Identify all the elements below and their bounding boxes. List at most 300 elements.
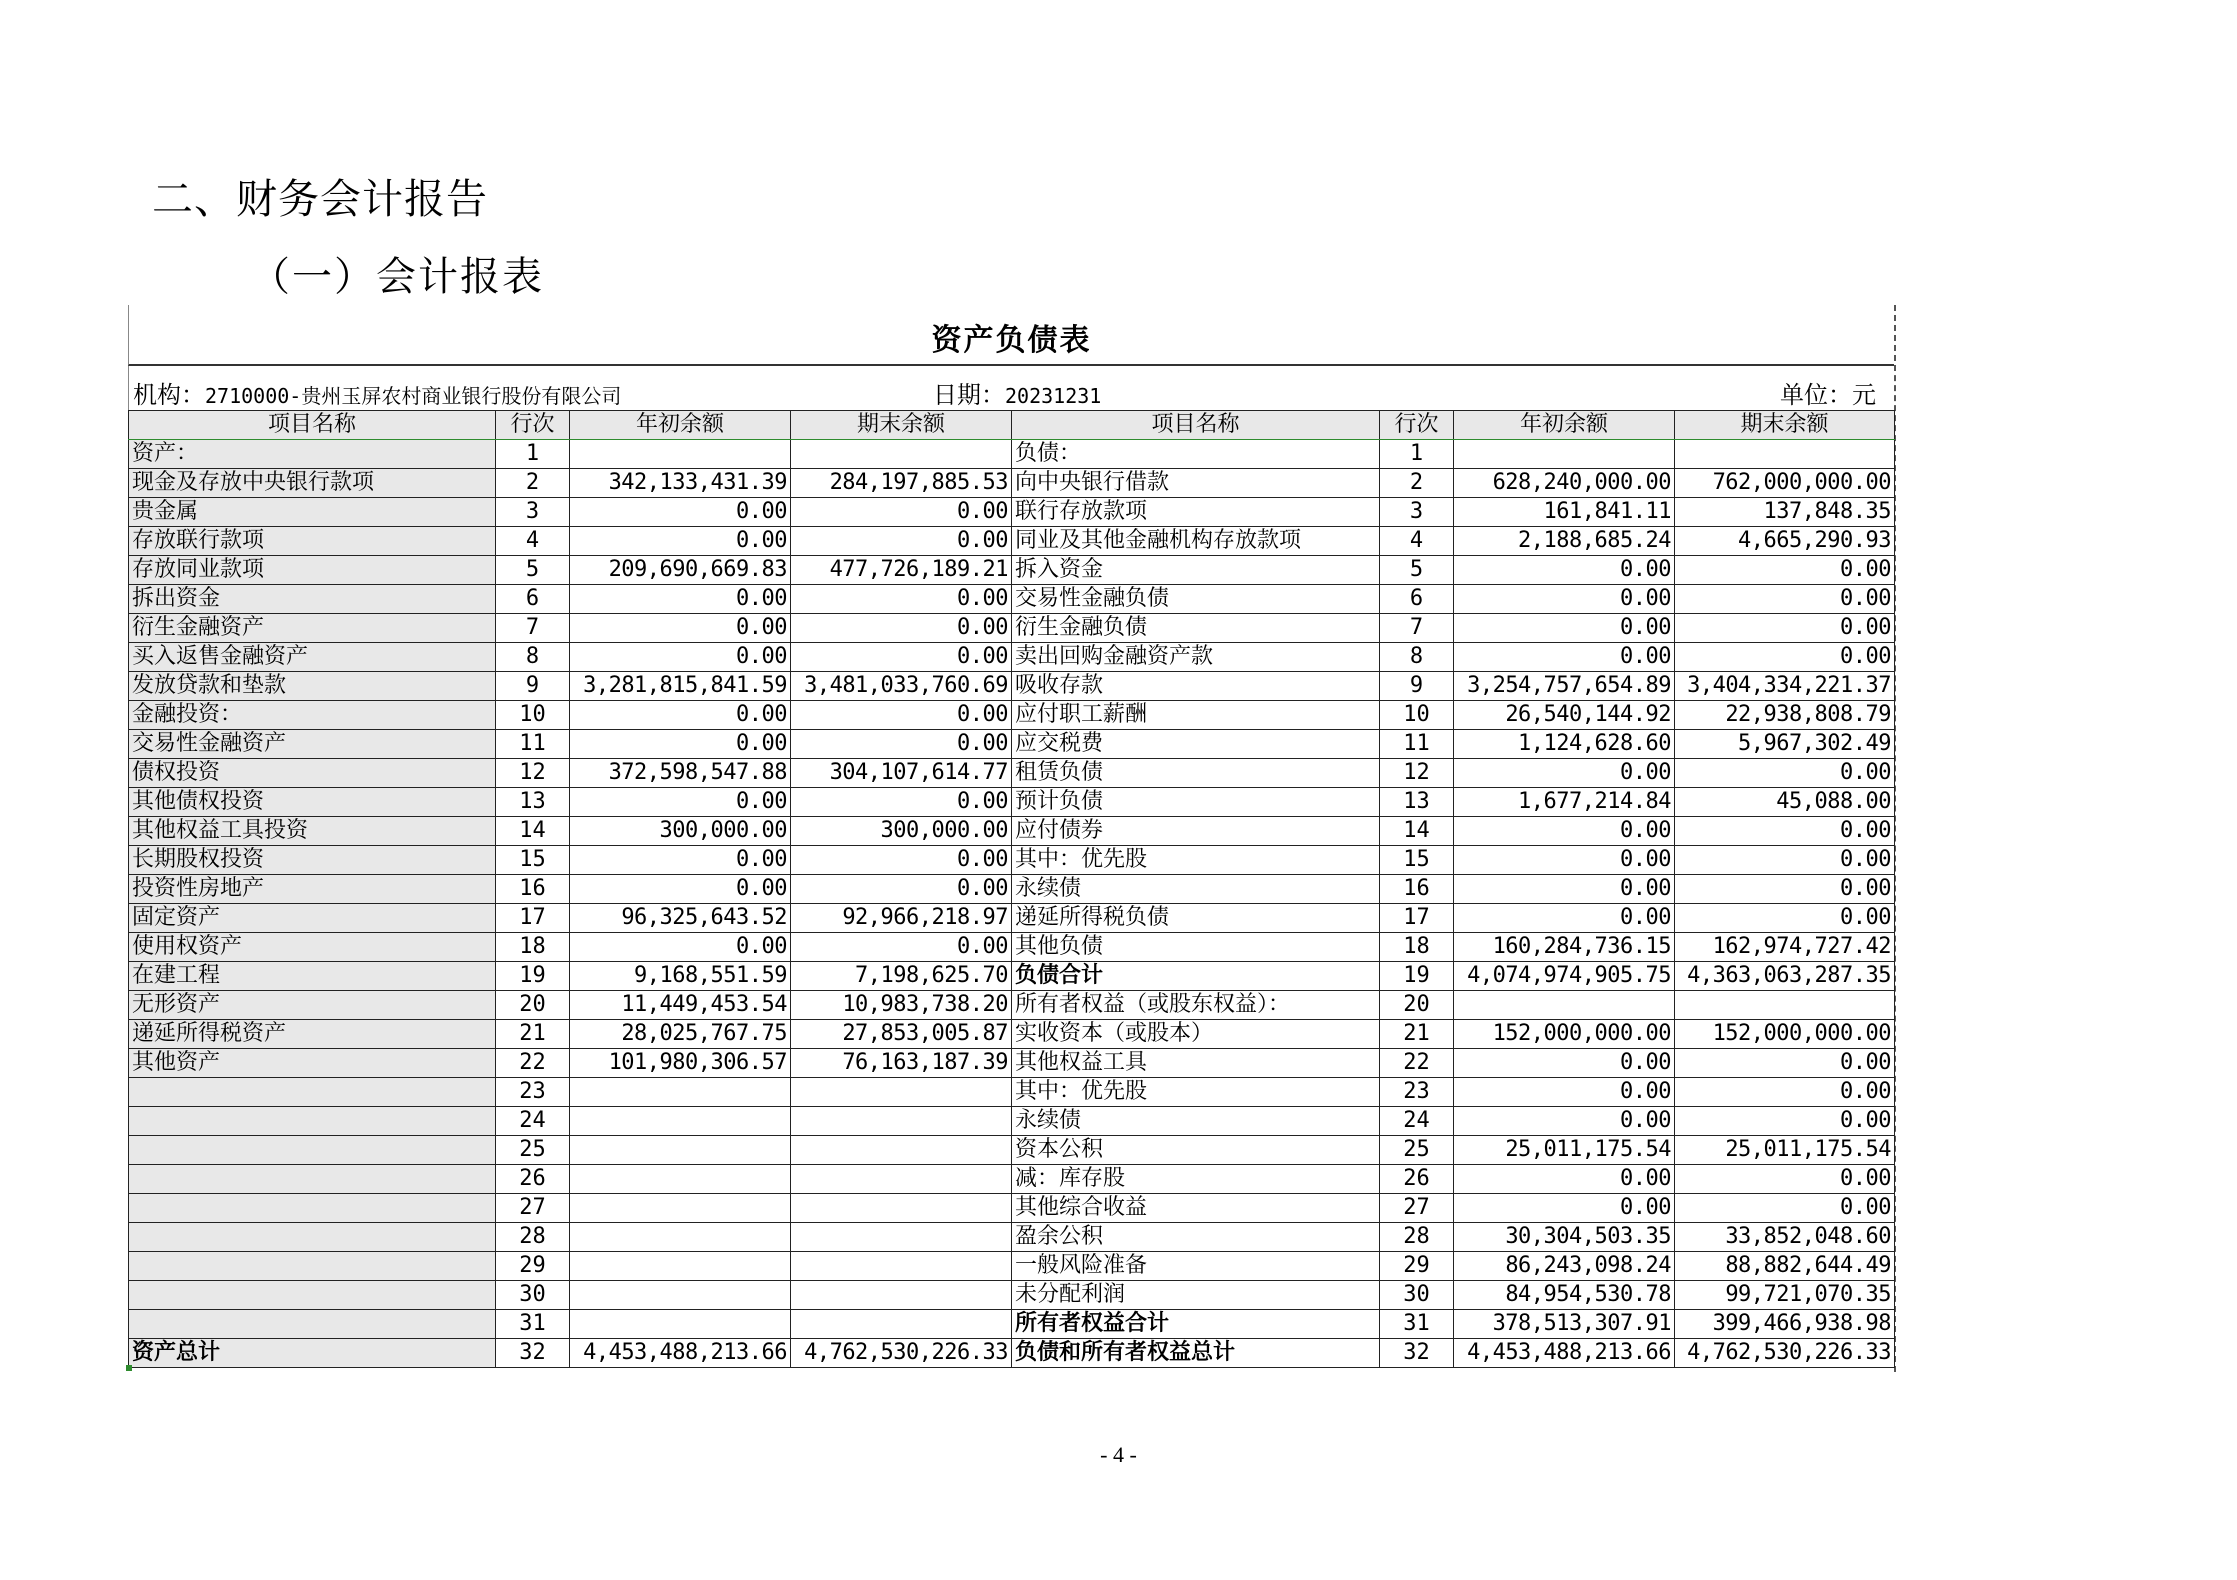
liability-row-number: 1 — [1380, 440, 1454, 469]
liability-item-name: 拆入资金 — [1012, 556, 1380, 585]
liability-row-number: 7 — [1380, 614, 1454, 643]
liability-row-number: 14 — [1380, 817, 1454, 846]
liability-begin-balance: 2,188,685.24 — [1454, 527, 1675, 556]
asset-begin-balance — [570, 1136, 791, 1165]
table-row — [129, 875, 1895, 904]
cell-corner-marker — [126, 1365, 132, 1371]
balance-table — [128, 410, 1895, 1368]
liability-row-number: 9 — [1380, 672, 1454, 701]
liability-row-number: 6 — [1380, 585, 1454, 614]
asset-item-name: 债权投资 — [129, 759, 496, 788]
asset-end-balance — [791, 1107, 1012, 1136]
asset-begin-balance: 372,598,547.88 — [570, 759, 791, 788]
liability-row-number: 13 — [1380, 788, 1454, 817]
liability-item-name: 未分配利润 — [1012, 1281, 1380, 1310]
asset-row-number: 29 — [496, 1252, 570, 1281]
asset-item-name: 贵金属 — [129, 498, 496, 527]
asset-row-number: 27 — [496, 1194, 570, 1223]
liability-item-name: 向中央银行借款 — [1012, 469, 1380, 498]
asset-end-balance — [791, 1252, 1012, 1281]
asset-end-balance: 0.00 — [791, 701, 1012, 730]
table-row — [129, 1194, 1895, 1223]
liability-end-balance: 0.00 — [1675, 614, 1895, 643]
liability-end-balance: 4,665,290.93 — [1675, 527, 1895, 556]
asset-end-balance — [791, 440, 1012, 469]
asset-begin-balance: 9,168,551.59 — [570, 962, 791, 991]
asset-row-number: 1 — [496, 440, 570, 469]
liability-row-number: 15 — [1380, 846, 1454, 875]
liability-item-name: 应交税费 — [1012, 730, 1380, 759]
asset-item-name: 存放同业款项 — [129, 556, 496, 585]
liability-item-name: 衍生金融负债 — [1012, 614, 1380, 643]
liability-end-balance: 4,363,063,287.35 — [1675, 962, 1895, 991]
asset-row-number: 26 — [496, 1165, 570, 1194]
col-header-asset-end: 期末余额 — [791, 411, 1012, 440]
asset-row-number: 12 — [496, 759, 570, 788]
asset-item-name: 长期股权投资 — [129, 846, 496, 875]
org-value: 2710000-贵州玉屏农村商业银行股份有限公司 — [205, 384, 622, 408]
liability-begin-balance: 0.00 — [1454, 846, 1675, 875]
asset-begin-balance: 0.00 — [570, 614, 791, 643]
liability-begin-balance: 378,513,307.91 — [1454, 1310, 1675, 1339]
table-row — [129, 1252, 1895, 1281]
liability-row-number: 24 — [1380, 1107, 1454, 1136]
col-header-liab-row: 行次 — [1380, 411, 1454, 440]
asset-begin-balance: 3,281,815,841.59 — [570, 672, 791, 701]
liability-row-number: 21 — [1380, 1020, 1454, 1049]
asset-begin-balance — [570, 1194, 791, 1223]
asset-item-name: 其他权益工具投资 — [129, 817, 496, 846]
asset-item-name — [129, 1281, 496, 1310]
table-row — [129, 846, 1895, 875]
asset-row-number: 9 — [496, 672, 570, 701]
liability-item-name: 永续债 — [1012, 1107, 1380, 1136]
liability-end-balance: 3,404,334,221.37 — [1675, 672, 1895, 701]
asset-begin-balance: 342,133,431.39 — [570, 469, 791, 498]
col-header-asset-begin: 年初余额 — [570, 411, 791, 440]
liability-begin-balance: 0.00 — [1454, 556, 1675, 585]
liability-begin-balance: 4,453,488,213.66 — [1454, 1339, 1675, 1368]
liability-begin-balance: 0.00 — [1454, 1049, 1675, 1078]
liability-begin-balance: 0.00 — [1454, 643, 1675, 672]
table-row — [129, 1339, 1895, 1368]
liability-item-name: 联行存放款项 — [1012, 498, 1380, 527]
asset-item-name — [129, 1252, 496, 1281]
liability-row-number: 23 — [1380, 1078, 1454, 1107]
asset-begin-balance — [570, 440, 791, 469]
liability-begin-balance — [1454, 991, 1675, 1020]
asset-end-balance: 284,197,885.53 — [791, 469, 1012, 498]
liability-end-balance: 25,011,175.54 — [1675, 1136, 1895, 1165]
liability-begin-balance: 0.00 — [1454, 904, 1675, 933]
liability-item-name: 应付债券 — [1012, 817, 1380, 846]
asset-end-balance: 0.00 — [791, 643, 1012, 672]
liability-item-name: 递延所得税负债 — [1012, 904, 1380, 933]
liability-item-name: 其中：优先股 — [1012, 846, 1380, 875]
liability-end-balance: 0.00 — [1675, 817, 1895, 846]
asset-item-name: 资产： — [129, 440, 496, 469]
liability-end-balance: 399,466,938.98 — [1675, 1310, 1895, 1339]
asset-row-number: 4 — [496, 527, 570, 556]
asset-begin-balance: 96,325,643.52 — [570, 904, 791, 933]
asset-item-name: 无形资产 — [129, 991, 496, 1020]
liability-row-number: 2 — [1380, 469, 1454, 498]
liability-end-balance: 45,088.00 — [1675, 788, 1895, 817]
asset-begin-balance: 4,453,488,213.66 — [570, 1339, 791, 1368]
asset-item-name — [129, 1136, 496, 1165]
col-header-liab-begin: 年初余额 — [1454, 411, 1675, 440]
asset-end-balance — [791, 1165, 1012, 1194]
date-label: 日期： — [933, 381, 1005, 409]
sheet-title: 资产负债表 — [931, 323, 1092, 358]
col-header-asset-row: 行次 — [496, 411, 570, 440]
liability-row-number: 25 — [1380, 1136, 1454, 1165]
asset-end-balance — [791, 1281, 1012, 1310]
liability-end-balance: 162,974,727.42 — [1675, 933, 1895, 962]
asset-begin-balance — [570, 1252, 791, 1281]
asset-row-number: 6 — [496, 585, 570, 614]
asset-item-name: 交易性金融资产 — [129, 730, 496, 759]
liability-end-balance: 152,000,000.00 — [1675, 1020, 1895, 1049]
liability-row-number: 11 — [1380, 730, 1454, 759]
asset-begin-balance: 0.00 — [570, 846, 791, 875]
liability-item-name: 实收资本（或股本） — [1012, 1020, 1380, 1049]
liability-begin-balance: 0.00 — [1454, 1078, 1675, 1107]
asset-row-number: 18 — [496, 933, 570, 962]
liability-row-number: 22 — [1380, 1049, 1454, 1078]
liability-row-number: 16 — [1380, 875, 1454, 904]
liability-item-name: 永续债 — [1012, 875, 1380, 904]
liability-begin-balance: 160,284,736.15 — [1454, 933, 1675, 962]
liability-begin-balance: 84,954,530.78 — [1454, 1281, 1675, 1310]
asset-row-number: 25 — [496, 1136, 570, 1165]
liability-item-name: 盈余公积 — [1012, 1223, 1380, 1252]
liability-row-number: 31 — [1380, 1310, 1454, 1339]
liability-end-balance: 33,852,048.60 — [1675, 1223, 1895, 1252]
liability-item-name: 交易性金融负债 — [1012, 585, 1380, 614]
asset-end-balance: 7,198,625.70 — [791, 962, 1012, 991]
table-row — [129, 469, 1895, 498]
asset-row-number: 11 — [496, 730, 570, 759]
asset-row-number: 30 — [496, 1281, 570, 1310]
liability-begin-balance: 161,841.11 — [1454, 498, 1675, 527]
asset-row-number: 28 — [496, 1223, 570, 1252]
table-row — [129, 933, 1895, 962]
table-row — [129, 1165, 1895, 1194]
asset-begin-balance: 0.00 — [570, 498, 791, 527]
asset-end-balance — [791, 1194, 1012, 1223]
liability-item-name: 其他权益工具 — [1012, 1049, 1380, 1078]
liability-row-number: 29 — [1380, 1252, 1454, 1281]
asset-end-balance: 92,966,218.97 — [791, 904, 1012, 933]
org-label: 机构： — [133, 381, 205, 409]
asset-end-balance: 0.00 — [791, 846, 1012, 875]
asset-item-name: 其他资产 — [129, 1049, 496, 1078]
asset-item-name: 使用权资产 — [129, 933, 496, 962]
asset-begin-balance: 0.00 — [570, 527, 791, 556]
asset-row-number: 10 — [496, 701, 570, 730]
liability-row-number: 3 — [1380, 498, 1454, 527]
asset-end-balance: 4,762,530,226.33 — [791, 1339, 1012, 1368]
liability-end-balance: 137,848.35 — [1675, 498, 1895, 527]
table-row — [129, 1136, 1895, 1165]
liability-row-number: 32 — [1380, 1339, 1454, 1368]
liability-item-name: 其他负债 — [1012, 933, 1380, 962]
asset-begin-balance: 28,025,767.75 — [570, 1020, 791, 1049]
table-row — [129, 904, 1895, 933]
liability-item-name: 吸收存款 — [1012, 672, 1380, 701]
asset-end-balance: 76,163,187.39 — [791, 1049, 1012, 1078]
asset-begin-balance: 0.00 — [570, 788, 791, 817]
asset-end-balance — [791, 1136, 1012, 1165]
table-row — [129, 498, 1895, 527]
asset-begin-balance: 300,000.00 — [570, 817, 791, 846]
asset-begin-balance: 0.00 — [570, 643, 791, 672]
liability-begin-balance: 0.00 — [1454, 1194, 1675, 1223]
liability-row-number: 18 — [1380, 933, 1454, 962]
liability-end-balance: 0.00 — [1675, 585, 1895, 614]
asset-end-balance: 0.00 — [791, 527, 1012, 556]
liability-item-name: 所有者权益合计 — [1012, 1310, 1380, 1339]
liability-item-name: 预计负债 — [1012, 788, 1380, 817]
asset-end-balance: 10,983,738.20 — [791, 991, 1012, 1020]
liability-begin-balance: 628,240,000.00 — [1454, 469, 1675, 498]
liability-begin-balance: 4,074,974,905.75 — [1454, 962, 1675, 991]
liability-end-balance: 0.00 — [1675, 875, 1895, 904]
liability-end-balance: 0.00 — [1675, 1165, 1895, 1194]
asset-begin-balance: 0.00 — [570, 933, 791, 962]
table-row — [129, 556, 1895, 585]
asset-item-name: 现金及存放中央银行款项 — [129, 469, 496, 498]
asset-item-name: 在建工程 — [129, 962, 496, 991]
asset-row-number: 2 — [496, 469, 570, 498]
asset-row-number: 13 — [496, 788, 570, 817]
asset-end-balance: 27,853,005.87 — [791, 1020, 1012, 1049]
table-row — [129, 440, 1895, 469]
asset-begin-balance: 209,690,669.83 — [570, 556, 791, 585]
liability-begin-balance — [1454, 440, 1675, 469]
liability-item-name: 卖出回购金融资产款 — [1012, 643, 1380, 672]
asset-end-balance: 0.00 — [791, 498, 1012, 527]
col-header-asset-name: 项目名称 — [129, 411, 496, 440]
asset-begin-balance — [570, 1223, 791, 1252]
liability-end-balance: 22,938,808.79 — [1675, 701, 1895, 730]
liability-begin-balance: 0.00 — [1454, 759, 1675, 788]
asset-end-balance: 0.00 — [791, 614, 1012, 643]
liability-begin-balance: 0.00 — [1454, 1107, 1675, 1136]
asset-row-number: 5 — [496, 556, 570, 585]
asset-row-number: 16 — [496, 875, 570, 904]
liability-begin-balance: 152,000,000.00 — [1454, 1020, 1675, 1049]
asset-row-number: 22 — [496, 1049, 570, 1078]
asset-row-number: 24 — [496, 1107, 570, 1136]
liability-begin-balance: 0.00 — [1454, 614, 1675, 643]
asset-row-number: 21 — [496, 1020, 570, 1049]
liability-row-number: 10 — [1380, 701, 1454, 730]
liability-end-balance: 5,967,302.49 — [1675, 730, 1895, 759]
subsection-heading: （一）会计报表 — [250, 254, 544, 300]
sheet-title-bar — [128, 305, 1894, 366]
table-row — [129, 1310, 1895, 1339]
asset-item-name: 金融投资： — [129, 701, 496, 730]
asset-end-balance: 0.00 — [791, 585, 1012, 614]
unit-label: 单位：元 — [1780, 381, 1876, 409]
liability-begin-balance: 0.00 — [1454, 1165, 1675, 1194]
asset-row-number: 8 — [496, 643, 570, 672]
liability-item-name: 同业及其他金融机构存放款项 — [1012, 527, 1380, 556]
asset-end-balance: 3,481,033,760.69 — [791, 672, 1012, 701]
liability-item-name: 负债： — [1012, 440, 1380, 469]
liability-item-name: 一般风险准备 — [1012, 1252, 1380, 1281]
liability-end-balance — [1675, 440, 1895, 469]
liability-end-balance — [1675, 991, 1895, 1020]
table-row — [129, 614, 1895, 643]
liability-item-name: 负债和所有者权益总计 — [1012, 1339, 1380, 1368]
asset-row-number: 19 — [496, 962, 570, 991]
liability-row-number: 8 — [1380, 643, 1454, 672]
table-row — [129, 1049, 1895, 1078]
asset-item-name: 其他债权投资 — [129, 788, 496, 817]
table-row — [129, 817, 1895, 846]
liability-end-balance: 0.00 — [1675, 556, 1895, 585]
liability-end-balance: 0.00 — [1675, 1049, 1895, 1078]
table-row — [129, 1223, 1895, 1252]
asset-row-number: 7 — [496, 614, 570, 643]
table-row — [129, 1281, 1895, 1310]
asset-end-balance: 304,107,614.77 — [791, 759, 1012, 788]
liability-end-balance: 88,882,644.49 — [1675, 1252, 1895, 1281]
asset-end-balance: 0.00 — [791, 730, 1012, 759]
col-header-liab-name: 项目名称 — [1012, 411, 1380, 440]
date-value: 20231231 — [1005, 384, 1102, 408]
asset-item-name — [129, 1310, 496, 1339]
asset-begin-balance — [570, 1165, 791, 1194]
liability-row-number: 26 — [1380, 1165, 1454, 1194]
asset-end-balance: 477,726,189.21 — [791, 556, 1012, 585]
liability-row-number: 30 — [1380, 1281, 1454, 1310]
asset-row-number: 20 — [496, 991, 570, 1020]
table-row — [129, 585, 1895, 614]
liability-item-name: 所有者权益（或股东权益）： — [1012, 991, 1380, 1020]
asset-row-number: 23 — [496, 1078, 570, 1107]
asset-row-number: 17 — [496, 904, 570, 933]
table-row — [129, 1107, 1895, 1136]
table-row — [129, 672, 1895, 701]
asset-begin-balance — [570, 1107, 791, 1136]
asset-item-name: 固定资产 — [129, 904, 496, 933]
table-row — [129, 1020, 1895, 1049]
table-row — [129, 1078, 1895, 1107]
asset-begin-balance — [570, 1078, 791, 1107]
asset-row-number: 31 — [496, 1310, 570, 1339]
liability-item-name: 负债合计 — [1012, 962, 1380, 991]
table-row — [129, 788, 1895, 817]
asset-item-name: 投资性房地产 — [129, 875, 496, 904]
table-row — [129, 701, 1895, 730]
liability-end-balance: 0.00 — [1675, 759, 1895, 788]
date-info — [933, 375, 1101, 410]
table-row — [129, 991, 1895, 1020]
liability-end-balance: 0.00 — [1675, 846, 1895, 875]
page-number: - 4 - — [1100, 1442, 1137, 1467]
liability-begin-balance: 26,540,144.92 — [1454, 701, 1675, 730]
liability-begin-balance: 86,243,098.24 — [1454, 1252, 1675, 1281]
liability-item-name: 资本公积 — [1012, 1136, 1380, 1165]
liability-begin-balance: 1,124,628.60 — [1454, 730, 1675, 759]
liability-end-balance: 99,721,070.35 — [1675, 1281, 1895, 1310]
asset-end-balance — [791, 1310, 1012, 1339]
asset-end-balance — [791, 1078, 1012, 1107]
asset-begin-balance: 11,449,453.54 — [570, 991, 791, 1020]
table-row — [129, 527, 1895, 556]
asset-item-name — [129, 1223, 496, 1252]
liability-begin-balance: 25,011,175.54 — [1454, 1136, 1675, 1165]
liability-row-number: 27 — [1380, 1194, 1454, 1223]
sheet-meta — [128, 366, 1894, 410]
liability-end-balance: 0.00 — [1675, 1107, 1895, 1136]
asset-row-number: 14 — [496, 817, 570, 846]
table-row — [129, 962, 1895, 991]
asset-row-number: 15 — [496, 846, 570, 875]
asset-end-balance: 0.00 — [791, 933, 1012, 962]
asset-begin-balance — [570, 1310, 791, 1339]
liability-begin-balance: 0.00 — [1454, 817, 1675, 846]
liability-end-balance: 0.00 — [1675, 643, 1895, 672]
asset-item-name — [129, 1107, 496, 1136]
asset-item-name: 发放贷款和垫款 — [129, 672, 496, 701]
liability-row-number: 5 — [1380, 556, 1454, 585]
liability-end-balance: 0.00 — [1675, 1078, 1895, 1107]
org-info — [133, 375, 621, 410]
asset-begin-balance — [570, 1281, 791, 1310]
liability-begin-balance: 3,254,757,654.89 — [1454, 672, 1675, 701]
liability-begin-balance: 30,304,503.35 — [1454, 1223, 1675, 1252]
asset-end-balance — [791, 1223, 1012, 1252]
asset-begin-balance: 0.00 — [570, 730, 791, 759]
liability-end-balance: 0.00 — [1675, 1194, 1895, 1223]
table-header-row — [129, 411, 1895, 440]
asset-item-name — [129, 1078, 496, 1107]
liability-end-balance: 4,762,530,226.33 — [1675, 1339, 1895, 1368]
liability-begin-balance: 0.00 — [1454, 875, 1675, 904]
table-row — [129, 643, 1895, 672]
asset-item-name: 拆出资金 — [129, 585, 496, 614]
asset-item-name: 买入返售金融资产 — [129, 643, 496, 672]
liability-row-number: 12 — [1380, 759, 1454, 788]
balance-sheet — [128, 305, 1896, 1372]
asset-begin-balance: 101,980,306.57 — [570, 1049, 791, 1078]
table-row — [129, 730, 1895, 759]
asset-item-name: 衍生金融资产 — [129, 614, 496, 643]
asset-begin-balance: 0.00 — [570, 701, 791, 730]
asset-end-balance: 0.00 — [791, 788, 1012, 817]
asset-row-number: 3 — [496, 498, 570, 527]
liability-row-number: 19 — [1380, 962, 1454, 991]
asset-begin-balance: 0.00 — [570, 585, 791, 614]
asset-row-number: 32 — [496, 1339, 570, 1368]
asset-item-name — [129, 1165, 496, 1194]
asset-item-name: 资产总计 — [129, 1339, 496, 1368]
liability-row-number: 20 — [1380, 991, 1454, 1020]
asset-item-name — [129, 1194, 496, 1223]
asset-end-balance: 0.00 — [791, 875, 1012, 904]
liability-begin-balance: 0.00 — [1454, 585, 1675, 614]
asset-item-name: 存放联行款项 — [129, 527, 496, 556]
asset-begin-balance: 0.00 — [570, 875, 791, 904]
liability-item-name: 其中：优先股 — [1012, 1078, 1380, 1107]
col-header-liab-end: 期末余额 — [1675, 411, 1895, 440]
liability-row-number: 28 — [1380, 1223, 1454, 1252]
